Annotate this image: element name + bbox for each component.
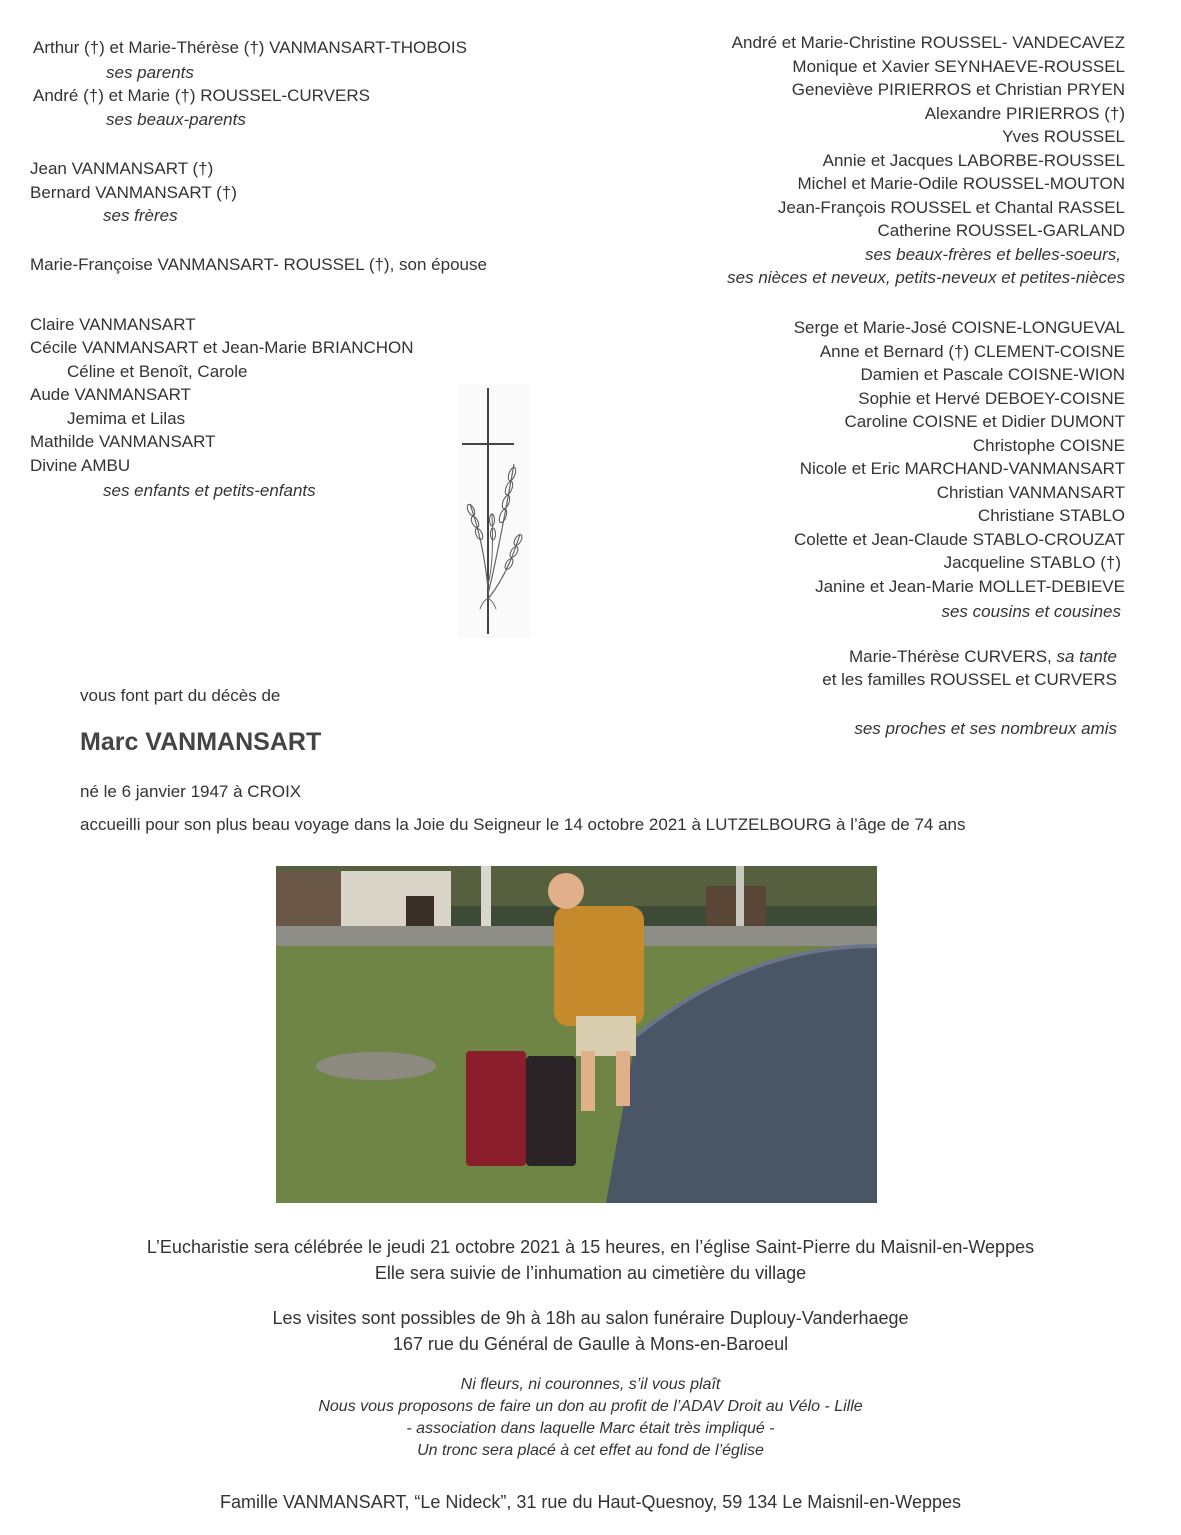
child-line: Claire VANMANSART <box>30 315 196 334</box>
children-label: ses enfants et petits-enfants <box>103 481 316 500</box>
aunt-line <box>849 647 1117 667</box>
child-line: Cécile VANMANSART et Jean-Marie BRIANCHON <box>30 338 414 357</box>
cross-with-wheat-icon <box>458 384 530 638</box>
memorial-photo-illustration <box>276 866 877 1203</box>
cousin-line: Sophie et Hervé DEBOEY-COISNE <box>858 389 1125 408</box>
cross-with-wheat-svg <box>458 384 530 638</box>
nieces-nephews-label: ses nièces et neveux, petits-neveux et petites-nièces <box>727 268 1125 287</box>
cousin-line: Damien et Pascale COISNE-WION <box>860 365 1125 384</box>
announcement-intro: vous font part du décès de <box>80 686 281 705</box>
child-line: Mathilde VANMANSART <box>30 432 216 451</box>
siblings-label: ses beaux-frères et belles-soeurs, <box>864 245 1121 264</box>
parents-label: ses parents <box>106 63 194 82</box>
visits-line: Les visites sont possibles de 9h à 18h au salon funéraire Duplouy-Vanderhaege <box>272 1308 909 1328</box>
cousin-line: Jacqueline STABLO (†) <box>943 553 1121 572</box>
note-line: Ni fleurs, ni couronnes, s’il vous plaît <box>460 1376 721 1393</box>
cousin-line: Christiane STABLO <box>977 506 1125 525</box>
note-line: Un tronc sera placé à cet effet au fond de l’église <box>417 1442 764 1459</box>
sibling-in-law-line: Jean-François ROUSSEL et Chantal RASSEL <box>777 198 1125 217</box>
death-line: accueilli pour son plus beau voyage dans la Joie du Seigneur le 14 octobre 2021 à LUTZELBOURG à l’âge de 74 ans <box>80 815 966 834</box>
deceased-name: Marc VANMANSART <box>80 728 322 756</box>
birth-line: né le 6 janvier 1947 à CROIX <box>80 782 302 801</box>
sibling-in-law-line: Michel et Marie-Odile ROUSSEL-MOUTON <box>797 174 1125 193</box>
families-line: et les familles ROUSSEL et CURVERS <box>822 670 1117 689</box>
cousin-line: Caroline COISNE et Didier DUMONT <box>844 412 1125 431</box>
visits-address: 167 rue du Général de Gaulle à Mons-en-Baroeul <box>392 1334 789 1354</box>
ceremony-line: L’Eucharistie sera célébrée le jeudi 21 octobre 2021 à 15 heures, en l’église Saint-Pierre du Maisnil-en-Weppes <box>146 1237 1035 1257</box>
cousin-line: Anne et Bernard (†) CLEMENT-COISNE <box>819 342 1125 361</box>
sibling-in-law-line: Annie et Jacques LABORBE-ROUSSEL <box>822 151 1125 170</box>
note-line: - association dans laquelle Marc était très impliqué - <box>406 1420 775 1437</box>
friends-label: ses proches et ses nombreux amis <box>854 719 1117 738</box>
child-line: Divine AMBU <box>30 456 131 475</box>
cousin-line: Christian VANMANSART <box>936 483 1125 502</box>
cousin-line: Nicole et Eric MARCHAND-VANMANSART <box>799 459 1125 478</box>
sibling-in-law-line: Monique et Xavier SEYNHAEVE-ROUSSEL <box>792 57 1125 76</box>
cousin-line: Serge et Marie-José COISNE-LONGUEVAL <box>793 318 1125 337</box>
brother-line: Jean VANMANSART (†) <box>30 159 214 178</box>
cousin-line: Colette et Jean-Claude STABLO-CROUZAT <box>794 530 1125 549</box>
sibling-in-law-line: Yves ROUSSEL <box>1002 127 1125 146</box>
sibling-in-law-line: Geneviève PIRIERROS et Christian PRYEN <box>791 80 1125 99</box>
grandchildren-line: Jemima et Lilas <box>67 409 186 428</box>
note-line: Nous vous proposons de faire un don au profit de l’ADAV Droit au Vélo - Lille <box>318 1398 863 1415</box>
in-laws-label: ses beaux-parents <box>106 110 246 129</box>
family-address: Famille VANMANSART, “Le Nideck”, 31 rue du Haut-Quesnoy, 59 134 Le Maisnil-en-Weppes <box>220 1492 961 1512</box>
in-laws-line: André (†) et Marie (†) ROUSSEL-CURVERS <box>33 86 370 105</box>
memorial-photo <box>276 866 877 1203</box>
brothers-label: ses frères <box>103 206 178 225</box>
brother-line: Bernard VANMANSART (†) <box>30 183 237 202</box>
cousin-line: Janine et Jean-Marie MOLLET-DEBIEVE <box>815 577 1125 596</box>
child-line: Aude VANMANSART <box>30 385 191 404</box>
spouse-line: Marie-Françoise VANMANSART- ROUSSEL (†), son épouse <box>30 255 487 274</box>
sibling-in-law-line: Catherine ROUSSEL-GARLAND <box>877 221 1125 240</box>
aunt-label: sa tante <box>1051 647 1117 666</box>
cousins-label: ses cousins et cousines <box>941 602 1121 621</box>
cousin-line: Christophe COISNE <box>972 436 1125 455</box>
burial-line: Elle sera suivie de l’inhumation au cimetière du village <box>374 1263 807 1283</box>
aunt-name: Marie-Thérèse CURVERS, <box>848 647 1052 666</box>
sibling-in-law-line: Alexandre PIRIERROS (†) <box>924 104 1125 123</box>
parents-line: Arthur (†) et Marie-Thérèse (†) VANMANSART-THOBOIS <box>33 38 467 57</box>
sibling-in-law-line: André et Marie-Christine ROUSSEL- VANDECAVEZ <box>731 33 1125 52</box>
grandchildren-line: Céline et Benoît, Carole <box>67 362 248 381</box>
